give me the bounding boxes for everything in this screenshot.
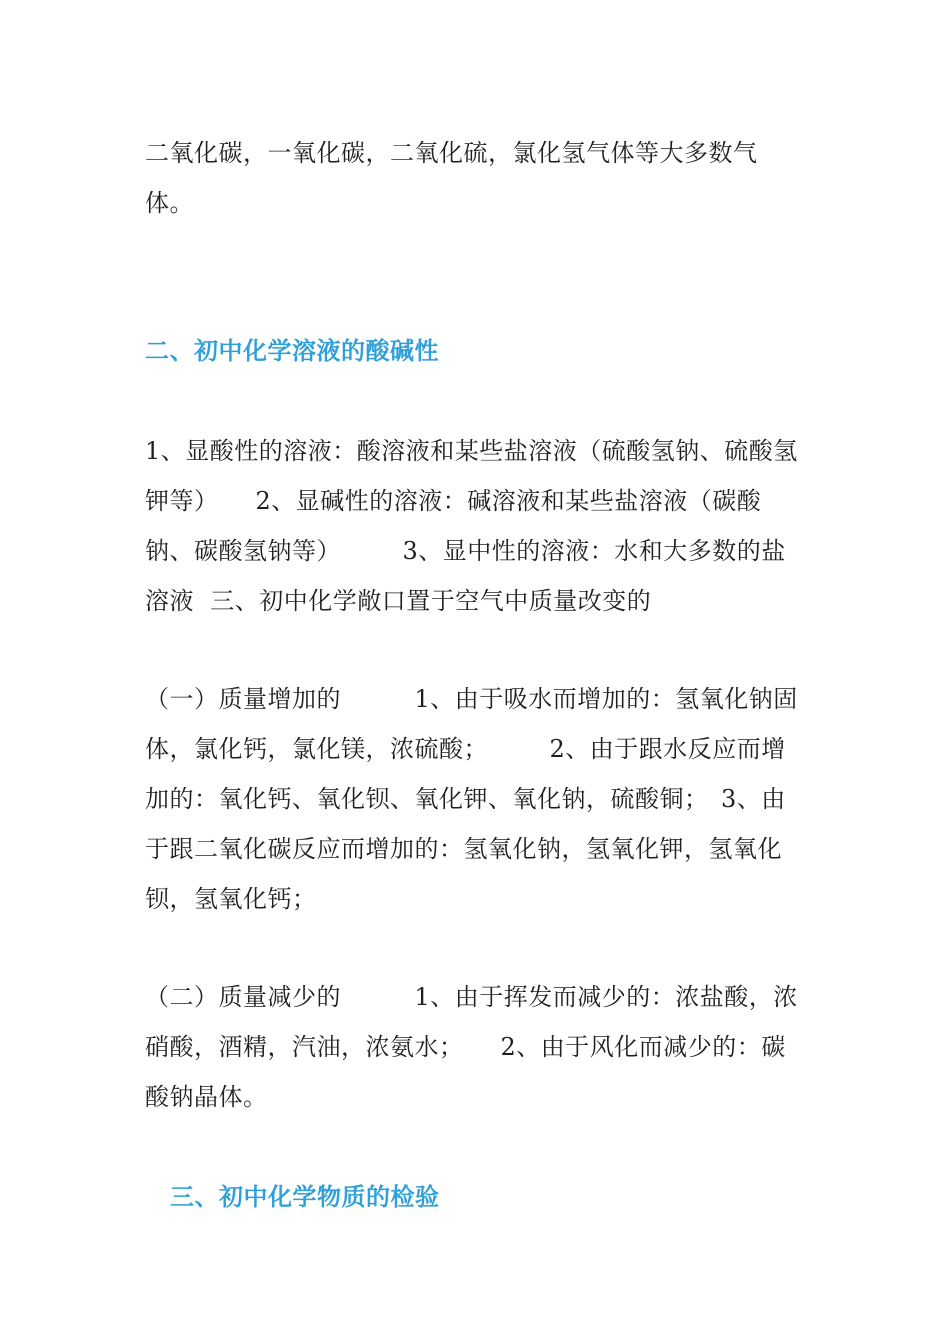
paragraph-mass-increase: （一）质量增加的 1、由于吸水而增加的：氢氧化钠固体，氯化钙，氯化镁，浓硫酸； 2、由于跟水反应而增加的：氧化钙、氧化钡、氧化钾、氧化钠，硫酸铜； 3、由于跟二氧化碳反应而增加的：氢氧化钠，氢氧化钾，氢氧化钡，氢氧化钙； xyxy=(145,685,798,913)
section-heading-acidity: 二、初中化学溶液的酸碱性 xyxy=(145,337,439,365)
paragraph-mass-decrease: （二）质量减少的 1、由于挥发而减少的：浓盐酸，浓硝酸，酒精，汽油，浓氨水； 2、由于风化而减少的：碳酸钠晶体。 xyxy=(145,983,798,1111)
paragraph-solution-acidity: 1、显酸性的溶液：酸溶液和某些盐溶液（硫酸氢钠、硫酸氢钾等） 2、显碱性的溶液：碱溶液和某些盐溶液（碳酸钠、碳酸氢钠等） 3、显中性的溶液：水和大多数的盐溶液 三、初中化学敞口置于空气中质量改变的 xyxy=(145,437,798,615)
paragraph-gases: 二氧化碳，一氧化碳，二氧化硫，氯化氢气体等大多数气体。 xyxy=(145,139,758,217)
section-heading-inspection: 三、初中化学物质的检验 xyxy=(170,1183,440,1211)
